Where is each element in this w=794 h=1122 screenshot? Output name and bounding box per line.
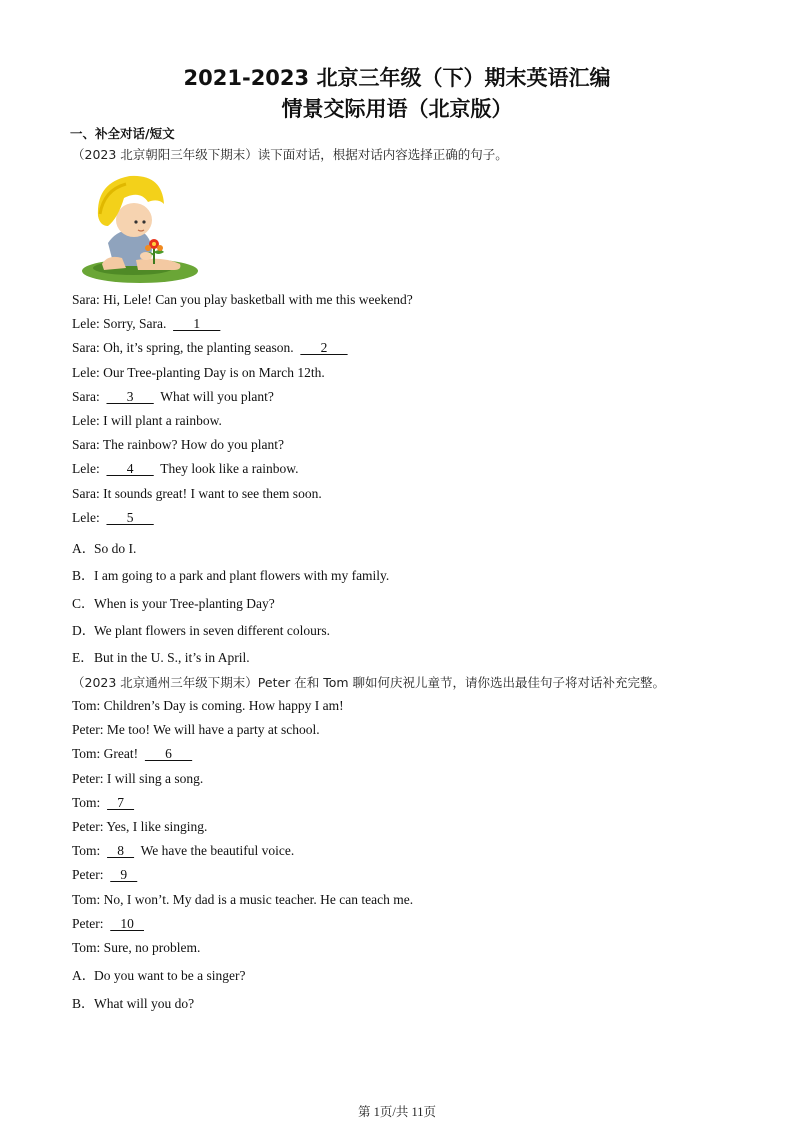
answer-blank: 5 [106, 509, 154, 525]
option-text: When is your Tree-planting Day? [94, 595, 275, 611]
dialogue-text: We have the beautiful voice. [134, 843, 295, 859]
answer-option [72, 537, 136, 557]
dialogue-line [72, 843, 294, 859]
option-letter: A． [72, 541, 96, 556]
dialogue-text: Tom: Sure, no problem. [72, 940, 201, 955]
dialogue-line [72, 940, 200, 956]
answer-blank: 4 [106, 461, 154, 477]
option-letter: A． [72, 968, 96, 983]
dialogue-text: Lele: [72, 509, 107, 525]
dialogue-text: Lele: [72, 461, 107, 477]
option-letter: B． [72, 568, 95, 584]
dialogue-text: Peter: [72, 867, 111, 883]
dialogue-text: Lele: Our Tree-planting Day is on March 12th. [72, 364, 325, 380]
dialogue-line [72, 867, 137, 883]
answer-blank: 6 [144, 746, 193, 762]
dialogue-text: Tom: No, I won’t. My dad is a music teacher. He can teach me. [72, 891, 414, 907]
answer-blank: 1 [173, 316, 221, 332]
answer-option [72, 964, 245, 984]
dialogue-text: Tom: Great! [72, 746, 145, 762]
answer-option [72, 592, 275, 612]
dialogue-line [72, 771, 203, 787]
dialogue-text: Peter: Me too! We will have a party at school. [72, 722, 320, 738]
dialogue-line [72, 437, 284, 453]
section-heading: 一、补全对话/短文 [70, 126, 175, 141]
dialogue-text: Tom: Children’s Day is coming. How happy I am! [72, 698, 344, 713]
dialogue-line [72, 698, 344, 714]
dialogue-text: Sara: Hi, Lele! Can you play basketball with me this weekend? [72, 292, 413, 307]
answer-option [72, 646, 250, 666]
dialogue-text: They look like a rainbow. [153, 461, 299, 477]
answer-blank: 9 [110, 867, 138, 883]
dialogue-line [72, 510, 154, 526]
page-footer: 第 1页/共 11页 [357, 1105, 436, 1119]
dialogue-line [72, 486, 322, 502]
dialogue-text: Sara: [72, 388, 107, 404]
option-letter: D． [72, 622, 96, 638]
option-text: So do I. [94, 541, 137, 556]
answer-option [72, 619, 330, 639]
answer-blank: 2 [300, 340, 348, 356]
dialogue-line [72, 365, 325, 381]
option-text: But in the U. S., it’s in April. [94, 650, 250, 666]
dialogue-text: Sara: It sounds great! I want to see them soon. [72, 485, 322, 501]
dialogue-line [72, 292, 413, 308]
option-text: What will you do? [94, 995, 195, 1011]
dialogue-text: Sara: Oh, it’s spring, the planting season. [72, 340, 301, 356]
document-subtitle: 情景交际用语（北京版） [281, 97, 513, 121]
option-letter: B． [72, 995, 95, 1011]
option-letter: C． [72, 595, 95, 611]
dialogue-line [72, 746, 192, 762]
dialogue-text: Sara: The rainbow? How do you plant? [72, 437, 284, 453]
answer-option [72, 992, 194, 1012]
option-text: Do you want to be a singer? [94, 968, 246, 983]
answer-blank: 3 [106, 388, 154, 404]
answer-blank: 7 [107, 794, 135, 810]
dialogue-line [72, 916, 144, 932]
question-2-intro: （2023 北京通州三年级下期末）Peter 在和 Tom 聊如何庆祝儿童节，请你选出最佳句子将对话补充完整。 [72, 675, 666, 690]
dialogue-text: What will you plant? [153, 388, 274, 404]
dialogue-line [72, 340, 348, 356]
dialogue-line [72, 316, 220, 332]
dialogue-line [72, 819, 207, 835]
option-text: I am going to a park and plant flowers with my family. [94, 568, 390, 584]
dialogue-text: Peter: [72, 915, 111, 931]
dialogue-line [72, 795, 134, 811]
dialogue-line [72, 389, 274, 405]
dialogue-text: Tom: [72, 794, 108, 810]
dialogue-line [72, 461, 298, 477]
dialogue-text: Lele: I will plant a rainbow. [72, 413, 222, 428]
dialogue-text: Peter: I will sing a song. [72, 770, 204, 786]
document-title: 2021-2023 北京三年级（下）期末英语汇编 [183, 66, 611, 90]
dialogue-line [72, 413, 222, 429]
dialogue-line [72, 892, 413, 908]
question-1-intro: （2023 北京朝阳三年级下期末）读下面对话，根据对话内容选择正确的句子。 [72, 147, 508, 162]
option-letter: E． [72, 650, 94, 666]
dialogue-text: Tom: [72, 843, 108, 859]
dialogue-text: Peter: Yes, I like singing. [72, 819, 208, 834]
dialogue-text: Lele: Sorry, Sara. [72, 316, 174, 332]
child-planting-illustration [78, 168, 200, 286]
answer-option [72, 564, 389, 584]
option-text: We plant flowers in seven different colours. [94, 622, 330, 638]
dialogue-line [72, 722, 320, 738]
answer-blank: 10 [110, 915, 144, 931]
answer-blank: 8 [107, 843, 135, 859]
